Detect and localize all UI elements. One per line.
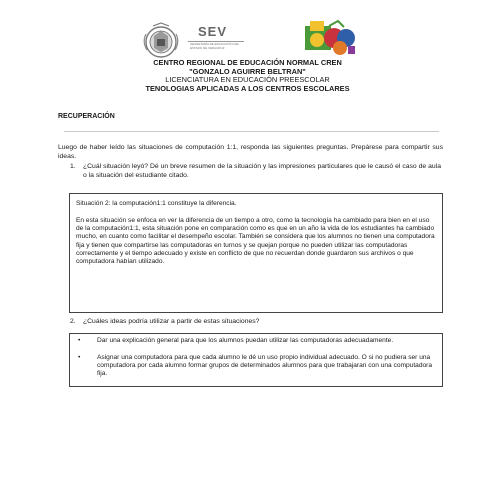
institution-subtitle: "GONZALO AGUIRRE BELTRAN" (189, 66, 306, 76)
question-number: 1. (70, 163, 76, 170)
course-title: TENOLOGIAS APLICADAS A LOS CENTROS ESCOLARES (145, 83, 350, 93)
list-item: Dar una explicación general para que los alumnos puedan utilizar las computadoras adecuadamente. (97, 337, 394, 344)
question-number: 2. (70, 318, 76, 325)
school-logo (304, 18, 356, 60)
sev-logo (188, 24, 248, 54)
question-text: ¿Cuáles ideas podría utilizar a partir de estas situaciones? (83, 318, 260, 325)
answer-box-1 (69, 193, 443, 313)
sev-logo-text: SEV (198, 24, 228, 39)
bullet-icon: • (78, 337, 81, 344)
list-item: Asignar una computadora para que cada alumno le dé un uso propio individual adecuado. O si no pudiera ser una computadora por cada alumno formar grupos de determinados alumnos para que trabajaran con una computadora fija. (97, 354, 433, 378)
question-text: ¿Cuál situación leyó? Dé un breve resumen de la situación y las impresiones particulares que le causó el caso de aula o la situación del estudiante citado. (83, 163, 441, 179)
answer-box-2 (69, 333, 443, 387)
instructions-paragraph: Luego de haber leído las situaciones de computación 1:1, responda las siguientes preguntas. Prepárese para compartir sus ideas. (58, 144, 443, 160)
section-title: RECUPERACIÓN (58, 113, 115, 120)
answer-heading: Situación 2: la computación1:1 constituye la diferencia. (76, 200, 237, 207)
sev-logo-subtext: SECRETARÍA DE EDUCACIÓN DEL ESTADO DE VERACRUZ (190, 42, 240, 50)
state-seal-logo (140, 22, 182, 60)
bullet-icon: • (78, 354, 81, 361)
section-divider (64, 131, 439, 132)
degree-program: LICENCIATURA EN EDUCACIÓN PREESCOLAR (165, 75, 330, 84)
institution-name: CENTRO REGIONAL DE EDUCACIÓN NORMAL CREN (153, 58, 342, 67)
answer-paragraph: En esta situación se enfoca en ver la diferencia de un tiempo a otro, como la tecnología ha cambiado para bien en el uso de la computación1:1, esta situación pone en comparación como es que en un año la vida de los estudiantes ha cambiado mucho, en cuanto como facilitar el desempeño escolar. También se considera que los alumnos no tienen una computadora fija y tienen que compartirse las computadoras en turnos y se quejan porque no pueden utilizar las computadoras correctamente y el tiempo adecuado y existe en conflicto de que no recuerdan donde guardaron sus archivos o que computadora habían utilizado. (76, 217, 435, 266)
